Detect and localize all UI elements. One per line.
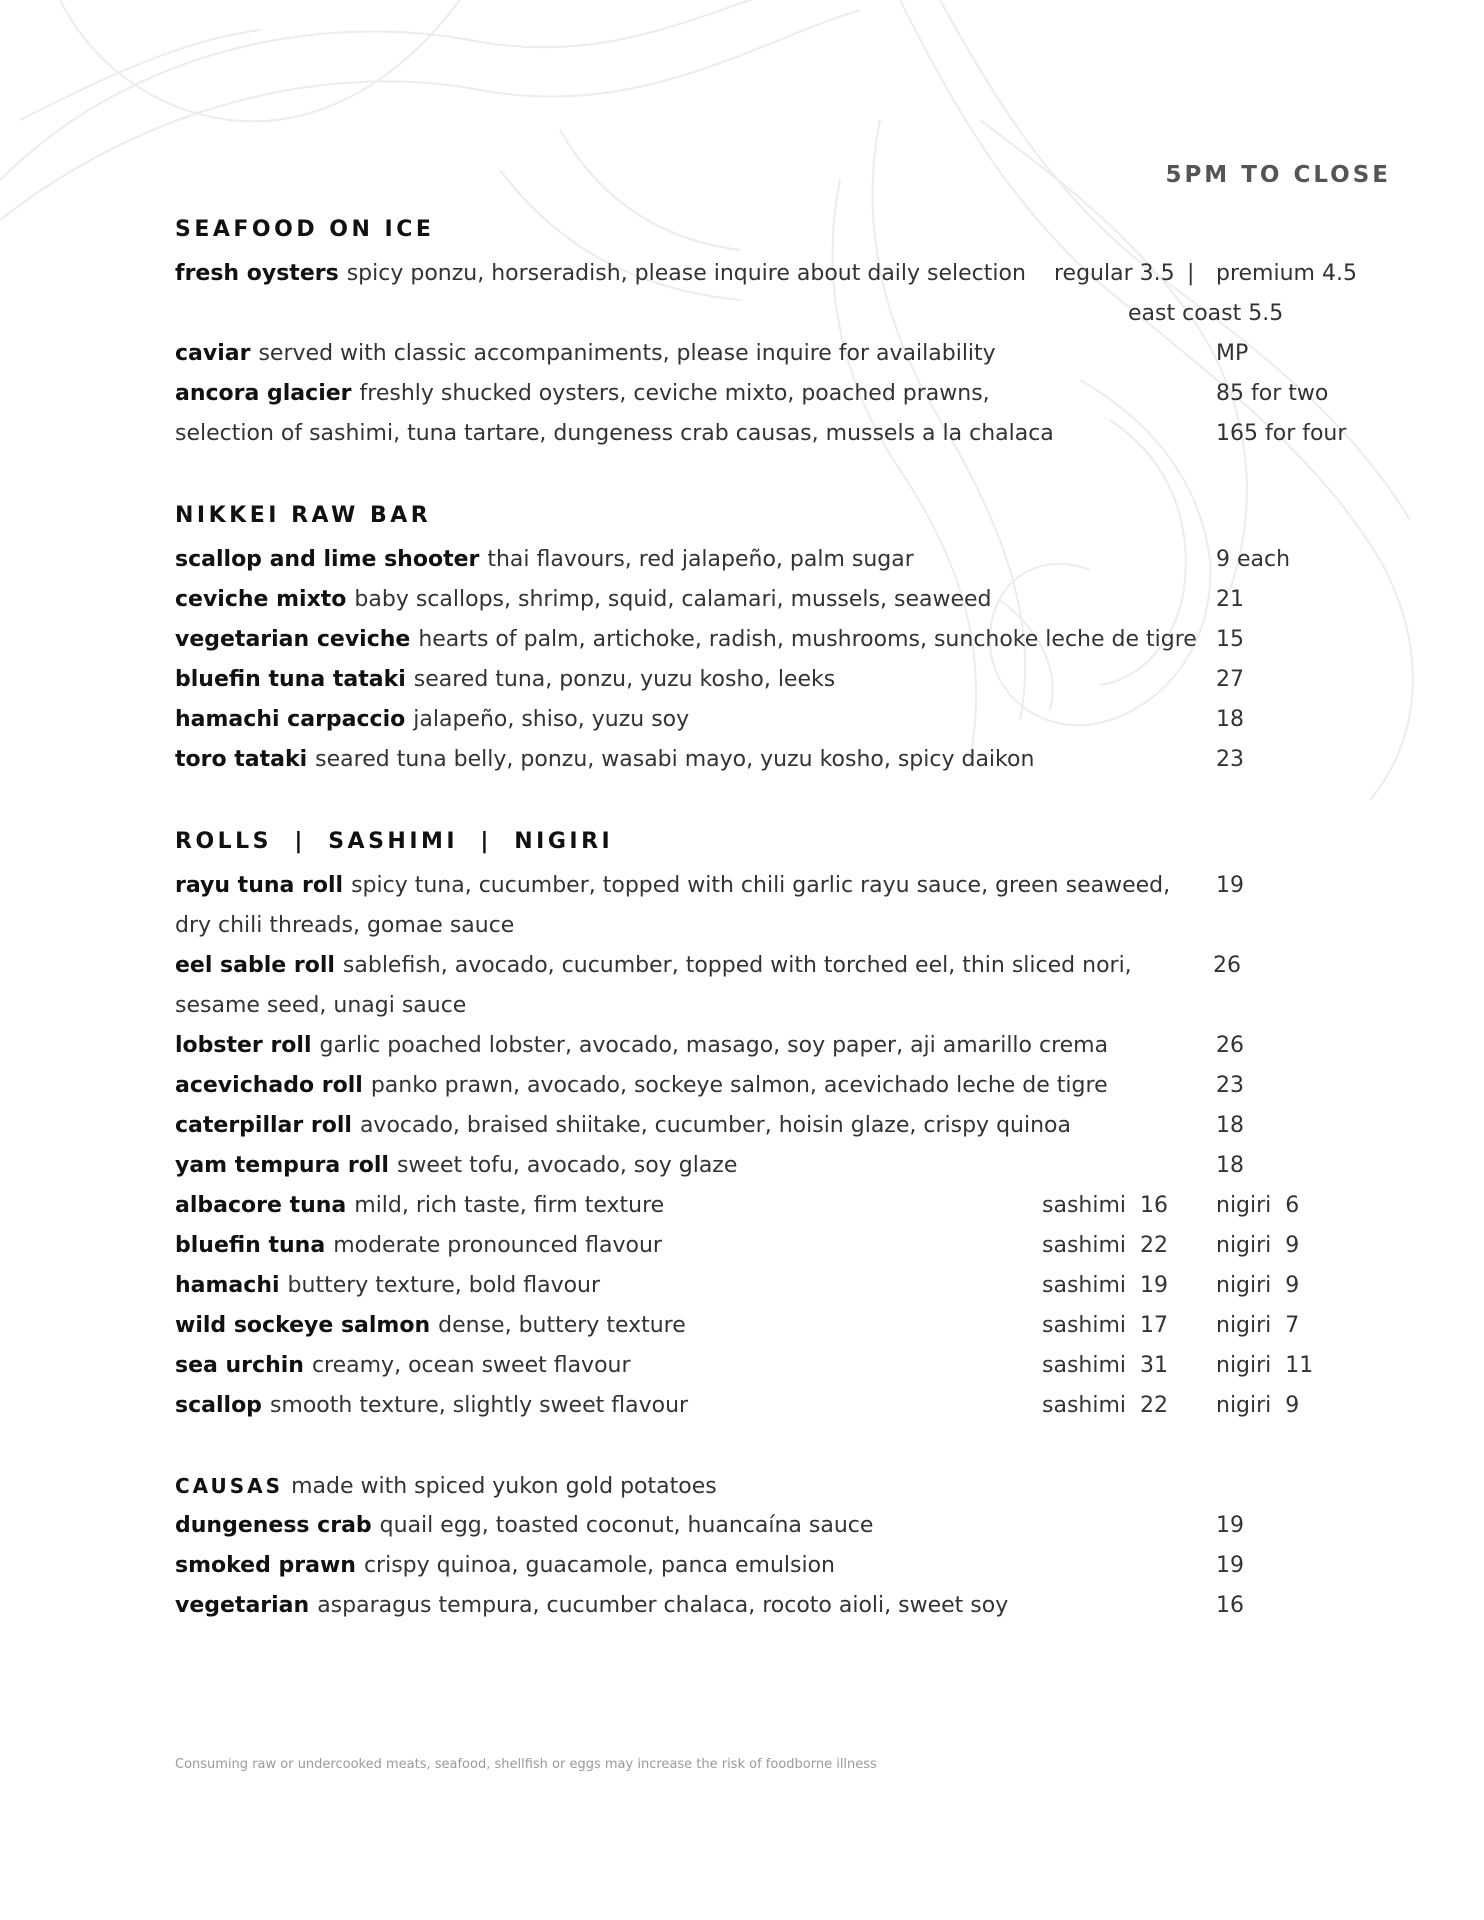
item-price-regular: regular 3.5	[1054, 261, 1175, 286]
item-description: sweet tofu, avocado, soy glaze	[396, 1153, 738, 1178]
item-name: sea urchin	[175, 1353, 304, 1378]
sashimi-price: sashimi 16	[1042, 1193, 1168, 1218]
item-name: eel sable roll	[175, 953, 335, 978]
item-price: 26	[1213, 953, 1241, 978]
item-price-premium: premium 4.5	[1216, 261, 1357, 286]
menu-item	[175, 1029, 1395, 1063]
menu-item	[175, 1589, 1395, 1623]
item-name: hamachi carpaccio	[175, 707, 406, 732]
item-price: 26	[1216, 1033, 1244, 1058]
item-name: vegetarian	[175, 1593, 310, 1618]
menu-item	[175, 703, 1395, 737]
item-name: rayu tuna roll	[175, 873, 344, 898]
menu-item	[175, 1069, 1395, 1103]
item-price: 85 for two	[1216, 381, 1329, 406]
menu-item	[175, 1109, 1395, 1143]
fish-item	[175, 1309, 1395, 1343]
item-name: hamachi	[175, 1273, 280, 1298]
item-name: bluefin tuna	[175, 1233, 326, 1258]
item-description: crispy quinoa, guacamole, panca emulsion	[363, 1553, 835, 1578]
service-hours: 5PM TO CLOSE	[1165, 162, 1391, 188]
item-name: lobster roll	[175, 1033, 312, 1058]
item-description: hearts of palm, artichoke, radish, mushrooms, sunchoke leche de tigre	[418, 627, 1197, 652]
menu-item	[175, 583, 1395, 617]
sashimi-price: sashimi 22	[1042, 1233, 1168, 1258]
menu-item	[175, 377, 1395, 411]
item-name: bluefin tuna tataki	[175, 667, 406, 692]
item-name: ancora glacier	[175, 381, 352, 406]
item-price: 27	[1216, 667, 1244, 692]
menu-item	[175, 1149, 1395, 1183]
nigiri-price: nigiri 7	[1216, 1313, 1300, 1338]
item-description-continued: dry chili threads, gomae sauce	[175, 913, 515, 938]
item-price: 18	[1216, 1153, 1244, 1178]
item-description: mild, rich taste, firm texture	[354, 1193, 665, 1218]
fish-item	[175, 1389, 1395, 1423]
food-safety-disclaimer: Consuming raw or undercooked meats, seafood, shellfish or eggs may increase the risk of foodborne illness	[175, 1757, 877, 1772]
nigiri-price: nigiri 9	[1216, 1393, 1300, 1418]
menu-item	[175, 743, 1395, 777]
item-description: asparagus tempura, cucumber chalaca, rocoto aioli, sweet soy	[317, 1593, 1009, 1618]
item-description: thai flavours, red jalapeño, palm sugar	[487, 547, 914, 572]
item-description: served with classic accompaniments, please inquire for availability	[258, 341, 996, 366]
section-causas-header	[175, 1469, 1395, 1503]
nigiri-price: nigiri 11	[1216, 1353, 1314, 1378]
item-description: avocado, braised shiitake, cucumber, hoisin glaze, crispy quinoa	[359, 1113, 1071, 1138]
item-description: dense, buttery texture	[438, 1313, 686, 1338]
sashimi-price: sashimi 31	[1042, 1353, 1168, 1378]
item-description: quail egg, toasted coconut, huancaína sauce	[379, 1513, 874, 1538]
item-price: 19	[1216, 1553, 1244, 1578]
item-description: garlic poached lobster, avocado, masago, soy paper, aji amarillo crema	[319, 1033, 1109, 1058]
menu-item	[175, 257, 1395, 291]
item-name: scallop	[175, 1393, 262, 1418]
section-title-rolls-sashimi-nigiri: ROLLS | SASHIMI | NIGIRI	[175, 829, 614, 854]
item-price: 19	[1216, 1513, 1244, 1538]
item-price: 18	[1216, 1113, 1244, 1138]
item-description-continued: sesame seed, unagi sauce	[175, 993, 467, 1018]
item-price: 19	[1216, 873, 1244, 898]
item-description-continued: selection of sashimi, tuna tartare, dungeness crab causas, mussels a la chalaca	[175, 421, 1054, 446]
item-name: vegetarian ceviche	[175, 627, 411, 652]
item-name: ceviche mixto	[175, 587, 347, 612]
item-description: spicy ponzu, horseradish, please inquire about daily selection	[346, 261, 1026, 286]
section-title-nikkei-raw-bar: NIKKEI RAW BAR	[175, 503, 432, 528]
item-description: buttery texture, bold flavour	[287, 1273, 601, 1298]
sashimi-price: sashimi 17	[1042, 1313, 1168, 1338]
menu-item	[175, 663, 1395, 697]
menu-item	[175, 337, 1395, 371]
fish-item	[175, 1229, 1395, 1263]
fish-item	[175, 1189, 1395, 1223]
item-name: fresh oysters	[175, 261, 339, 286]
menu-item	[175, 869, 1395, 903]
section-title-causas: CAUSAS	[175, 1474, 284, 1498]
nigiri-price: nigiri 6	[1216, 1193, 1300, 1218]
item-description: panko prawn, avocado, sockeye salmon, acevichado leche de tigre	[370, 1073, 1108, 1098]
item-price: 23	[1216, 747, 1244, 772]
item-price-secondary: 165 for four	[1216, 421, 1347, 446]
item-description: smooth texture, slightly sweet flavour	[269, 1393, 689, 1418]
item-name: wild sockeye salmon	[175, 1313, 431, 1338]
fish-item	[175, 1349, 1395, 1383]
item-price-east-coast: east coast 5.5	[1128, 301, 1284, 326]
item-name: caviar	[175, 341, 251, 366]
item-description: freshly shucked oysters, ceviche mixto, poached prawns,	[359, 381, 990, 406]
item-name: acevichado roll	[175, 1073, 363, 1098]
fish-item	[175, 1269, 1395, 1303]
item-description: seared tuna belly, ponzu, wasabi mayo, yuzu kosho, spicy daikon	[315, 747, 1035, 772]
item-name: smoked prawn	[175, 1553, 356, 1578]
item-name: scallop and lime shooter	[175, 547, 480, 572]
nigiri-price: nigiri 9	[1216, 1273, 1300, 1298]
item-name: dungeness crab	[175, 1513, 372, 1538]
item-name: yam tempura roll	[175, 1153, 389, 1178]
item-name: caterpillar roll	[175, 1113, 352, 1138]
item-price: 16	[1216, 1593, 1244, 1618]
item-description: spicy tuna, cucumber, topped with chili garlic rayu sauce, green seaweed,	[351, 873, 1171, 898]
item-description: moderate pronounced flavour	[333, 1233, 662, 1258]
item-description: jalapeño, shiso, yuzu soy	[413, 707, 690, 732]
menu-item	[175, 1549, 1395, 1583]
item-price: MP	[1216, 341, 1249, 366]
item-description: baby scallops, shrimp, squid, calamari, mussels, seaweed	[354, 587, 992, 612]
menu-item	[175, 949, 1395, 983]
item-name: albacore tuna	[175, 1193, 347, 1218]
menu-item	[175, 623, 1395, 657]
menu-item	[175, 543, 1395, 577]
item-price: 23	[1216, 1073, 1244, 1098]
sashimi-price: sashimi 19	[1042, 1273, 1168, 1298]
item-price: 18	[1216, 707, 1244, 732]
item-description: seared tuna, ponzu, yuzu kosho, leeks	[413, 667, 836, 692]
item-price: 21	[1216, 587, 1244, 612]
item-price: 9 each	[1216, 547, 1291, 572]
item-name: toro tataki	[175, 747, 308, 772]
nigiri-price: nigiri 9	[1216, 1233, 1300, 1258]
section-title-seafood-on-ice: SEAFOOD ON ICE	[175, 217, 435, 242]
price-separator: |	[1187, 261, 1195, 286]
item-price: 15	[1216, 627, 1244, 652]
sashimi-price: sashimi 22	[1042, 1393, 1168, 1418]
section-subtitle: made with spiced yukon gold potatoes	[291, 1474, 717, 1499]
item-description: sablefish, avocado, cucumber, topped with torched eel, thin sliced nori,	[342, 953, 1132, 978]
item-description: creamy, ocean sweet flavour	[311, 1353, 631, 1378]
menu-item	[175, 1509, 1395, 1543]
